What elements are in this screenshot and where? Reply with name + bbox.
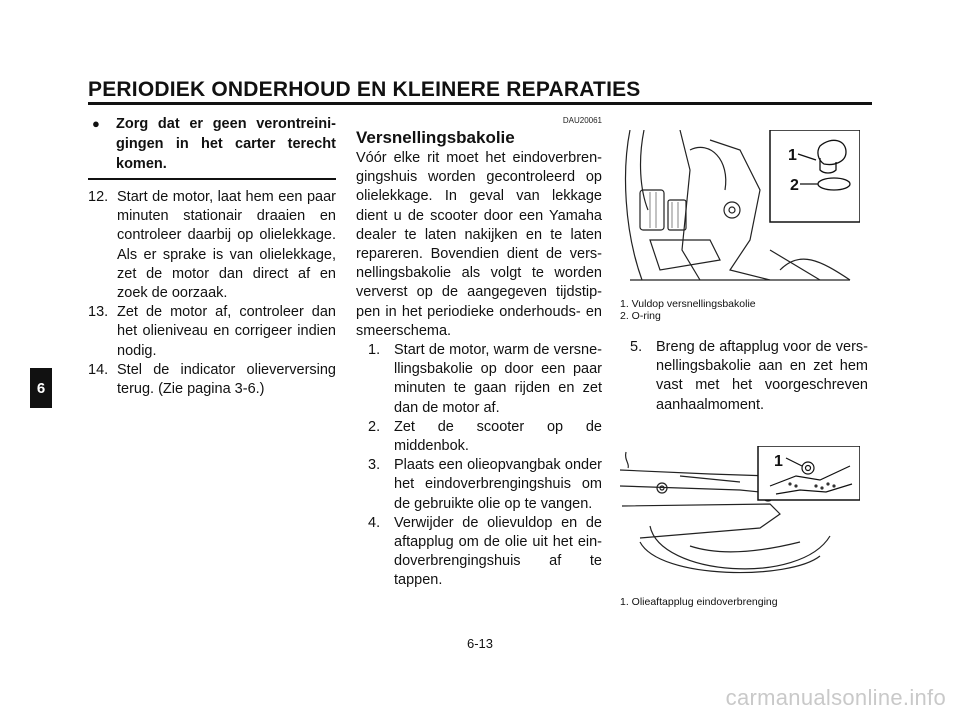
page-number: 6-13 bbox=[466, 636, 494, 651]
step-text: Zet de motor af, controleer dan het olieniveau en corrigeer indien nodig. bbox=[117, 304, 336, 359]
section-steps-list bbox=[356, 341, 602, 591]
list-item bbox=[356, 456, 602, 514]
step-text: Breng de aftapplug voor de vers-nellingsbakolie aan en zet hem vast met het voorgeschreven aanhaalmoment. bbox=[656, 339, 868, 413]
section-title: Versnellingsbakolie bbox=[356, 128, 515, 147]
watermark: carmanualsonline.info bbox=[725, 685, 946, 710]
figure-drain-plug bbox=[620, 446, 860, 580]
left-steps-list bbox=[88, 188, 336, 399]
list-item bbox=[620, 338, 868, 415]
oil-filler-cap-illustration bbox=[620, 130, 860, 288]
caption-line: 1. Olieaftapplug eindoverbrenging bbox=[620, 596, 778, 608]
step-number: 3. bbox=[368, 457, 381, 474]
middle-column bbox=[356, 116, 602, 591]
page-header-title: PERIODIEK ONDERHOUD EN KLEINERE REPARATIES bbox=[88, 78, 641, 101]
step-text: Start de motor, warm de versne-llingsbakolie op door een paar minuten te gaan rijden en zet dan de motor af. bbox=[394, 342, 602, 416]
figure1-caption bbox=[620, 298, 756, 322]
chapter-tab bbox=[30, 368, 52, 408]
section-code: DAU20061 bbox=[562, 116, 602, 125]
warning-note bbox=[88, 114, 336, 174]
callout-1: 1 bbox=[788, 147, 797, 164]
step-text: Stel de indicator olieverversing terug. (Zie pagina 3-6.) bbox=[117, 361, 336, 398]
section-intro: Vóór elke rit moet het eindoverbren-gingshuis worden gecontroleerd op olielekkage. In geval van lekkage dient u de scooter door een Yamaha dealer te laten nakijken en te laten repareren. Bovendien dient de vers-nellingsbakolie als volgt te worden ververst op de aangegeven tijdstip-pen in het periodieke onderhouds- en smeerschema. bbox=[356, 150, 602, 339]
list-item bbox=[88, 188, 336, 303]
step-number: 14. bbox=[88, 361, 109, 378]
bullet-icon: ● bbox=[92, 116, 100, 131]
step-number: 2. bbox=[368, 418, 381, 435]
figure2-caption bbox=[620, 596, 778, 608]
callout-1: 1 bbox=[774, 453, 783, 470]
step-text: Verwijder de olievuldop en de aftapplug om de olie uit het ein-doverbrengingshuis af te tappen. bbox=[394, 514, 602, 589]
step-number: 13. bbox=[88, 304, 109, 321]
list-item bbox=[356, 514, 602, 591]
figure-oil-filler-cap bbox=[620, 130, 860, 288]
caption-line: 2. O-ring bbox=[620, 310, 661, 322]
list-item bbox=[356, 418, 602, 456]
step-number: 5. bbox=[630, 339, 643, 355]
list-item bbox=[88, 303, 336, 361]
right-column bbox=[620, 338, 868, 415]
right-steps-list bbox=[620, 338, 868, 415]
step-number: 1. bbox=[368, 342, 381, 359]
step-text: Plaats een olieopvangbak onder het eindoverbrengingshuis om de gebruikte olie op te vangen. bbox=[394, 457, 602, 512]
step-text: Zet de scooter op de middenbok. bbox=[394, 418, 602, 455]
left-column bbox=[88, 114, 336, 399]
warning-rule bbox=[88, 178, 336, 180]
header-rule bbox=[88, 102, 872, 105]
caption-line: 1. Vuldop versnellingsbakolie bbox=[620, 298, 756, 310]
step-text: Start de motor, laat hem een paar minuten stationair draaien en controleer daarbij op olielekkage. Als er sprake is van olielekkage, zet de motor dan direct af en zoek de oorzaak. bbox=[117, 189, 336, 302]
warning-text: Zorg dat er geen verontreini-gingen in het carter terecht komen. bbox=[116, 116, 336, 172]
step-number: 12. bbox=[88, 189, 109, 205]
chapter-tab-label: 6 bbox=[36, 379, 46, 397]
step-number: 4. bbox=[368, 514, 381, 531]
list-item bbox=[356, 341, 602, 418]
drain-plug-illustration bbox=[620, 446, 860, 580]
list-item bbox=[88, 361, 336, 399]
callout-2: 2 bbox=[790, 177, 799, 194]
